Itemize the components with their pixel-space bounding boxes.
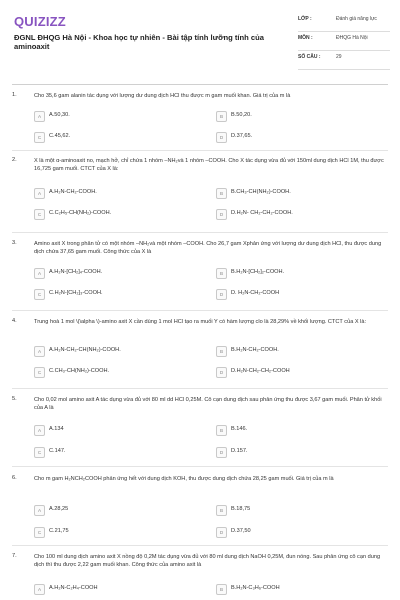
option-text: D.H₂N- CH₂-CH₂-COOH. bbox=[231, 210, 293, 216]
option-c[interactable] bbox=[34, 447, 202, 458]
option-letter-badge: C bbox=[34, 367, 45, 378]
option-text: A.H₂N-[CH₂]₄-COOH. bbox=[49, 269, 103, 275]
question-7 bbox=[12, 553, 388, 597]
question-number: 2. bbox=[12, 157, 17, 163]
question-4 bbox=[12, 318, 388, 386]
meta-key: LỚP : bbox=[298, 16, 312, 22]
question-separator bbox=[12, 232, 388, 233]
option-a[interactable] bbox=[34, 505, 202, 516]
option-text: C.21,75 bbox=[49, 528, 69, 534]
question-text: Cho 100 ml dung dịch amino axit X nồng độ 0,2M tác dụng vừa đủ với 80 ml dung dịch NaOH 0,25M, đun nóng. Sau phản ứng cô cạn dung dịch thì thu được 2,22 gam muối khan. Công thức của amino axit là bbox=[34, 554, 381, 569]
question-2 bbox=[12, 157, 388, 229]
meta-table bbox=[298, 13, 390, 70]
question-number: 1. bbox=[12, 92, 17, 98]
meta-row-class bbox=[298, 13, 390, 32]
option-letter-badge: D bbox=[216, 527, 227, 538]
question-number: 6. bbox=[12, 475, 17, 481]
option-a[interactable] bbox=[34, 268, 202, 279]
question-separator bbox=[12, 545, 388, 546]
option-letter-badge: C bbox=[34, 527, 45, 538]
option-c[interactable] bbox=[34, 367, 202, 378]
option-letter-badge: B bbox=[216, 188, 227, 199]
option-c[interactable] bbox=[34, 527, 202, 538]
option-text: A.134 bbox=[49, 426, 64, 432]
option-letter-badge: A bbox=[34, 425, 45, 436]
meta-row-subject bbox=[298, 32, 390, 51]
option-letter-badge: D bbox=[216, 209, 227, 220]
option-letter-badge: C bbox=[34, 289, 45, 300]
question-3 bbox=[12, 240, 388, 308]
option-text: D.157. bbox=[231, 448, 248, 454]
question-number: 7. bbox=[12, 553, 17, 559]
question-text: Trung hoà 1 mol \(\alpha \)-amino axit X cần dùng 1 mol HCl tạo ra muối Y có hàm lượng clo là 28,29% về khối lượng. CTCT của X là: bbox=[34, 319, 367, 325]
option-text: B.CH₃-CH(NH₂)-COOH. bbox=[231, 189, 291, 195]
option-d[interactable] bbox=[216, 527, 384, 538]
option-text: B.H₂N-C₃H₆-COOH bbox=[231, 585, 280, 591]
question-text: X là một α-aminoaxit no, mạch hở, chỉ chứa 1 nhóm –NH₂và 1 nhóm –COOH. Cho X tác dụng vừa đủ với 150ml dung dịch HCl 1M, thu được 16,725 gam muối. CTCT của X là: bbox=[34, 158, 384, 173]
option-letter-badge: C bbox=[34, 209, 45, 220]
option-text: C.CH₃-CH(NH₂)-COOH. bbox=[49, 368, 110, 374]
option-text: B.50,20. bbox=[231, 112, 252, 118]
option-text: B.146. bbox=[231, 426, 248, 432]
option-letter-badge: B bbox=[216, 425, 227, 436]
option-letter-badge: B bbox=[216, 505, 227, 516]
option-a[interactable] bbox=[34, 346, 202, 357]
option-text: B.H₂N-[CH₂]₂-COOH. bbox=[231, 269, 285, 275]
meta-row-count bbox=[298, 51, 390, 70]
option-d[interactable] bbox=[216, 447, 384, 458]
option-text: C.147. bbox=[49, 448, 66, 454]
option-c[interactable] bbox=[34, 209, 202, 220]
option-letter-badge: A bbox=[34, 505, 45, 516]
option-b[interactable] bbox=[216, 268, 384, 279]
meta-value: ĐHQG Hà Nội bbox=[336, 35, 368, 41]
option-text: D.37,50 bbox=[231, 528, 251, 534]
option-d[interactable] bbox=[216, 367, 384, 378]
option-letter-badge: C bbox=[34, 132, 45, 143]
option-a[interactable] bbox=[34, 425, 202, 436]
option-a[interactable] bbox=[34, 584, 202, 595]
question-number: 4. bbox=[12, 318, 17, 324]
option-b[interactable] bbox=[216, 188, 384, 199]
option-letter-badge: A bbox=[34, 111, 45, 122]
option-a[interactable] bbox=[34, 188, 202, 199]
question-separator bbox=[12, 388, 388, 389]
option-text: A.H₂N-C₂H₄-COOH bbox=[49, 585, 98, 591]
option-d[interactable] bbox=[216, 289, 384, 300]
option-letter-badge: C bbox=[34, 447, 45, 458]
option-letter-badge: D bbox=[216, 132, 227, 143]
option-letter-badge: D bbox=[216, 289, 227, 300]
option-b[interactable] bbox=[216, 505, 384, 516]
question-number: 5. bbox=[12, 396, 17, 402]
option-letter-badge: B bbox=[216, 111, 227, 122]
option-text: B.18,75 bbox=[231, 506, 251, 512]
meta-key: SỐ CÂU : bbox=[298, 54, 321, 60]
meta-key: MÔN : bbox=[298, 35, 313, 41]
meta-value: Đánh giá năng lực bbox=[336, 16, 377, 22]
option-text: D. H₂N-CH₂-COOH bbox=[231, 290, 280, 296]
option-letter-badge: A bbox=[34, 584, 45, 595]
option-text: A.H₂N-CH₂-CH(NH₂)-COOH. bbox=[49, 347, 121, 353]
option-b[interactable] bbox=[216, 346, 384, 357]
option-c[interactable] bbox=[34, 132, 202, 143]
option-text: A.50,30. bbox=[49, 112, 70, 118]
option-d[interactable] bbox=[216, 132, 384, 143]
question-separator bbox=[12, 466, 388, 467]
option-letter-badge: B bbox=[216, 584, 227, 595]
question-5 bbox=[12, 396, 388, 464]
option-text: D.H₂N-CH₂-CH₂-COOH bbox=[231, 368, 290, 374]
option-a[interactable] bbox=[34, 111, 202, 122]
option-b[interactable] bbox=[216, 584, 384, 595]
question-text: Cho 0,02 mol amino axit A tác dụng vừa đủ với 80 ml dd HCl 0,25M. Cô cạn dung dịch sau phản ứng thu được 3,67 gam muối. Phân tử khối của A là bbox=[34, 397, 382, 412]
header-divider bbox=[12, 84, 388, 85]
option-text: C.H₂N-[CH₂]₃-COOH. bbox=[49, 290, 103, 296]
option-text: D.37,65. bbox=[231, 133, 253, 139]
option-text: A.H₂N-CH₂-COOH. bbox=[49, 189, 97, 195]
option-text: A.28,25 bbox=[49, 506, 69, 512]
question-number: 3. bbox=[12, 240, 17, 246]
option-b[interactable] bbox=[216, 425, 384, 436]
option-letter-badge: A bbox=[34, 346, 45, 357]
question-1 bbox=[12, 92, 388, 154]
question-separator bbox=[12, 150, 388, 151]
option-letter-badge: D bbox=[216, 447, 227, 458]
meta-value: 29 bbox=[336, 54, 342, 60]
question-separator bbox=[12, 310, 388, 311]
option-text: B.H₂N-CH₂-COOH. bbox=[231, 347, 279, 353]
option-text: C.C₂H₅-CH(NH₂)-COOH. bbox=[49, 210, 112, 216]
option-letter-badge: B bbox=[216, 268, 227, 279]
question-text: Cho m gam H₂NCH₂COOH phản ứng hết với dung dịch KOH, thu được dung dịch chứa 28,25 gam muối. Giá trị của m là bbox=[34, 476, 334, 482]
option-letter-badge: A bbox=[34, 188, 45, 199]
option-b[interactable] bbox=[216, 111, 384, 122]
question-text: Cho 35,6 gam alanin tác dụng với lượng dư dung dịch HCl thu được m gam muối khan. Giá trị của m là bbox=[34, 93, 291, 99]
option-letter-badge: D bbox=[216, 367, 227, 378]
option-letter-badge: A bbox=[34, 268, 45, 279]
question-text: Amino axit X trong phân tử có một nhóm –NH₂và một nhóm –COOH. Cho 26,7 gam Xphản ứng với lượng dư dung dịch HCl, thu được dung dịch chứa 37,65 gam muối. Công thức của X là bbox=[34, 241, 382, 256]
option-letter-badge: B bbox=[216, 346, 227, 357]
page-header bbox=[0, 0, 400, 78]
page-title: ĐGNL ĐHQG Hà Nội - Khoa học tự nhiên - Bài tập tính lưỡng tính của aminoaxit bbox=[14, 33, 264, 52]
question-6 bbox=[12, 475, 388, 543]
quizizz-logo: QUIZIZZ bbox=[14, 14, 66, 29]
option-text: C.45,62. bbox=[49, 133, 71, 139]
option-d[interactable] bbox=[216, 209, 384, 220]
option-c[interactable] bbox=[34, 289, 202, 300]
